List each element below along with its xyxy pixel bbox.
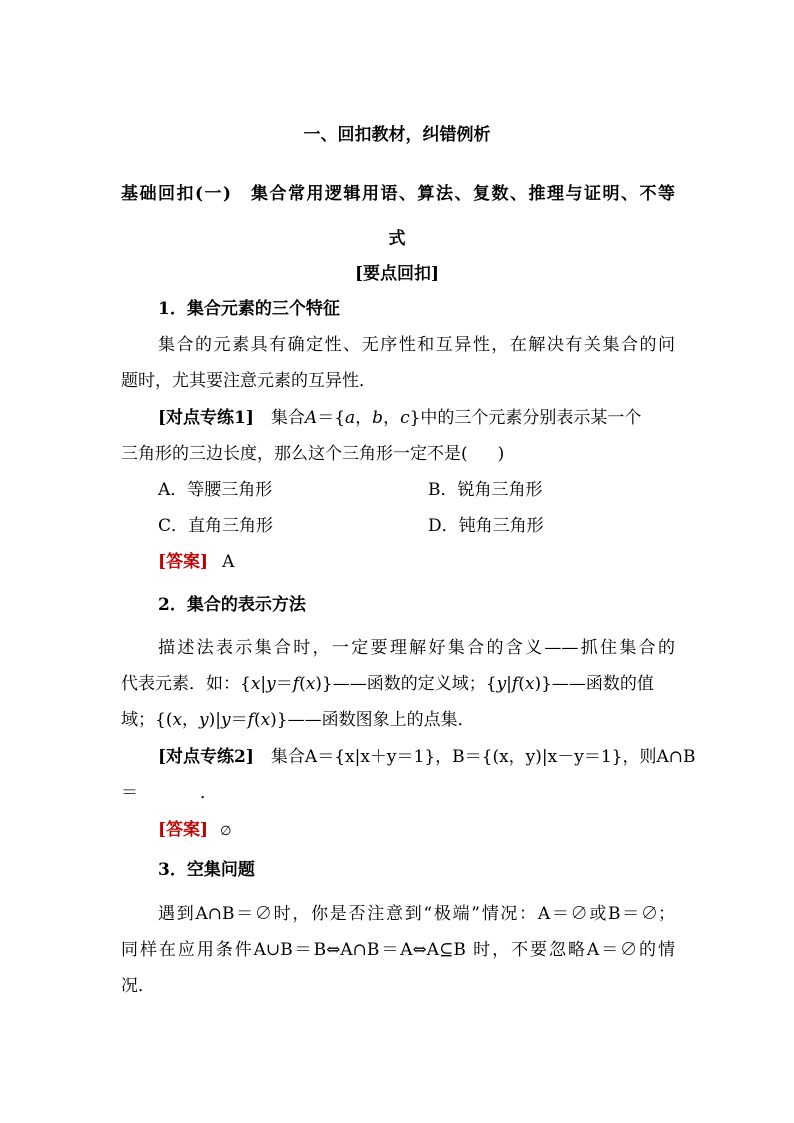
- exercise1-line2-paren: ): [497, 444, 505, 464]
- p2l3-y: y: [199, 710, 209, 730]
- var-a: a: [345, 408, 356, 428]
- option-A[interactable]: A．等腰三角形: [158, 480, 273, 500]
- option-B[interactable]: B．锐角三角形: [428, 480, 543, 500]
- subheading-line1: 基础回扣(一) 集合常用逻辑用语、算法、复数、推理与证明、不等: [121, 184, 675, 204]
- answer1-line: [158, 554, 234, 571]
- answer1-label: [答案]: [158, 552, 209, 572]
- p2l3-c: )|: [208, 710, 222, 730]
- option-D[interactable]: D．钝角三角形: [428, 516, 544, 536]
- point1-exercise-line2: [121, 446, 504, 463]
- point1-title: 1．集合元素的三个特征: [158, 299, 340, 319]
- point3-title: 3．空集问题: [158, 860, 255, 880]
- point1-exercise-line1: [158, 410, 641, 427]
- p2l3-e: (: [253, 710, 261, 730]
- section-heading: 一、回扣教材，纠错例析: [303, 125, 491, 145]
- point2-text-line2: [121, 676, 654, 693]
- point1-text-line1: 集合的元素具有确定性、无序性和互异性，在解决有关集合的问: [158, 335, 675, 355]
- p2l2-f2: f: [511, 674, 519, 694]
- p2l2-i: )}——函数的值: [534, 674, 654, 694]
- p2l3-a: 域；{(: [121, 710, 173, 730]
- answer1-value: A: [222, 552, 235, 572]
- exercise2-label: [对点专练2]: [158, 747, 254, 767]
- p2l3-d: ＝: [230, 710, 248, 730]
- p2l3-g: )}——函数图象上的点集．: [270, 710, 475, 730]
- p2l2-b: |: [260, 674, 267, 694]
- p2l3-x: x: [172, 710, 183, 730]
- p2l2-x: x: [250, 674, 261, 694]
- option-C[interactable]: C．直角三角形: [158, 516, 274, 536]
- p2l2-y: y: [266, 674, 276, 694]
- p2l2-a: 代表元素．如：{: [121, 674, 251, 694]
- subheading-line2: 式: [388, 229, 406, 249]
- exercise2-equals: ＝: [121, 783, 138, 803]
- exercise2-period: ．: [200, 783, 217, 803]
- p2l2-f: f: [292, 674, 300, 694]
- point2-text-line1: 描述法表示集合时，一定要理解好集合的含义——抓住集合的: [158, 638, 675, 658]
- point3-text-line3: 况．: [121, 976, 155, 996]
- p2l3-b: ，: [182, 710, 200, 730]
- exercise1-text-a: 集合: [253, 408, 305, 428]
- p2l2-h: (: [518, 674, 525, 694]
- p2l2-g: |: [506, 674, 512, 694]
- answer2-label: [答案]: [158, 820, 209, 840]
- p2l2-y2: y: [496, 674, 507, 694]
- exercise1-text-c: ，: [355, 408, 373, 428]
- point2-exercise-line1: [158, 749, 695, 766]
- exercise2-text: 集合A＝{x|x＋y＝1}，B＝{(x，y)|x－y＝1}，则A∩B: [253, 747, 696, 767]
- var-A: A: [304, 408, 318, 428]
- p2l2-x3: x: [524, 674, 535, 694]
- p2l3-f: f: [247, 710, 254, 730]
- p2l2-x2: x: [305, 674, 316, 694]
- var-c: c: [400, 408, 410, 428]
- p2l2-e: )}——函数的定义域；{: [315, 674, 497, 694]
- exercise1-text-b: ＝{: [317, 408, 346, 428]
- answer2-line: [158, 822, 231, 839]
- p2l3-y2: y: [221, 710, 231, 730]
- exercise1-text-e: }中的三个元素分别表示某一个: [409, 408, 642, 428]
- p2l2-c: ＝: [275, 674, 293, 694]
- point3-text-line2: 同样在应用条件A∪B＝B⇔A∩B＝A⇔A⊆B 时，不要忽略A＝∅的情: [121, 940, 675, 960]
- p2l3-x2: x: [260, 710, 271, 730]
- var-b: b: [372, 408, 384, 428]
- exercise1-label: [对点专练1]: [158, 408, 254, 428]
- p2l2-d: (: [299, 674, 306, 694]
- exercise1-line2-text: 三角形的三边长度，那么这个三角形一定不是(: [121, 444, 468, 464]
- point2-text-line3: [121, 712, 475, 729]
- key-points-label: [要点回扣]: [354, 264, 440, 284]
- point2-title: 2．集合的表示方法: [158, 595, 306, 615]
- point2-exercise-line2: [121, 785, 217, 802]
- point1-text-line2: 题时，尤其要注意元素的互异性．: [121, 371, 376, 391]
- exercise1-text-d: ，: [383, 408, 401, 428]
- point3-text-line1: 遇到A∩B＝∅时，你是否注意到“极端”情况：A＝∅或B＝∅；: [158, 904, 675, 924]
- answer2-value: ∅: [220, 824, 232, 839]
